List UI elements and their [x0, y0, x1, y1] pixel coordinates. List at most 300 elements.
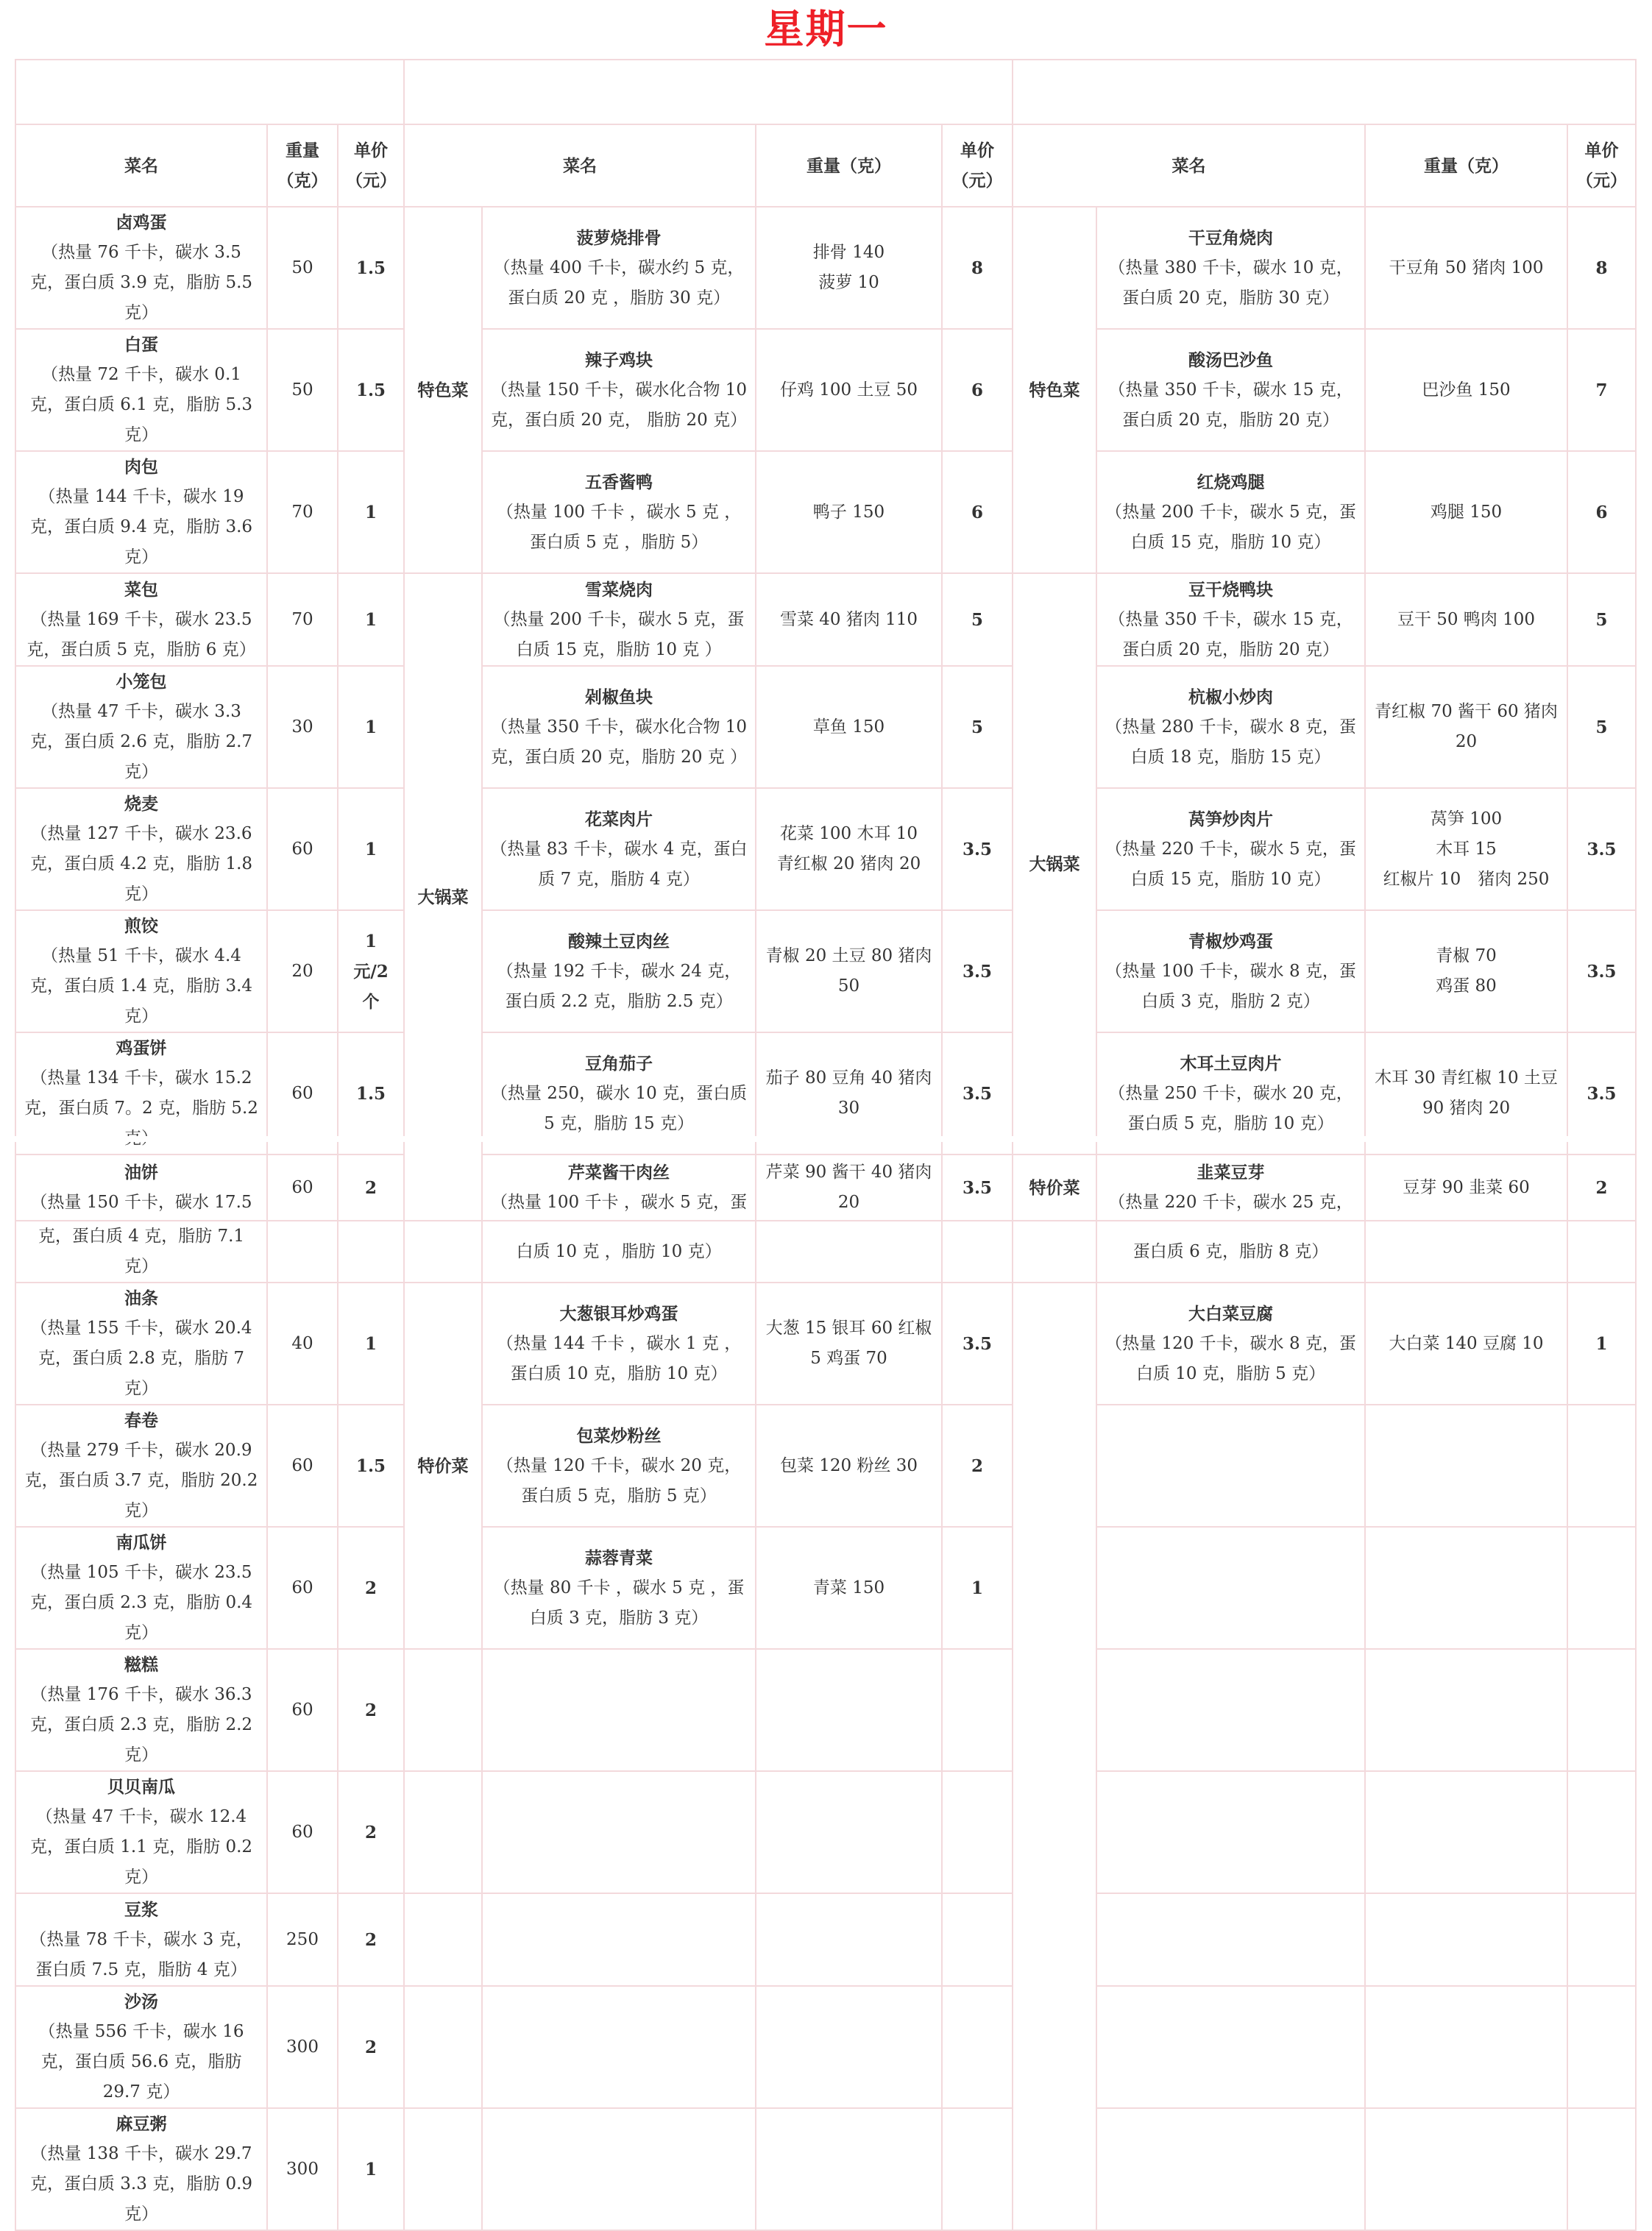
- dinner-dish-name: 青椒炒鸡蛋: [1188, 931, 1274, 951]
- breakfast-price-cell: 1.5: [338, 1405, 404, 1527]
- breakfast-weight-cell: 70: [267, 573, 338, 666]
- lunch-weight-line: 青椒 20 土豆 80 猪肉 50: [765, 946, 932, 996]
- lunch-weight-line: 雪菜 40 猪肉 110: [779, 609, 918, 629]
- dinner-empty-cell: [1096, 1771, 1365, 1893]
- lunch-dish-cell: [482, 788, 756, 910]
- dinner-dish-name: 韭菜豆芽: [1197, 1163, 1265, 1182]
- dinner-weight-cell: [1365, 1154, 1567, 1221]
- breakfast-dish-cell: [15, 1771, 267, 1893]
- lunch-dish-nutrition: （热量 150 千卡，碳水化合物 10 克，蛋白质 20 克， 脂肪 20 克）: [490, 380, 748, 430]
- breakfast-dish-cell: [15, 573, 267, 666]
- lunch-name-header: 菜名: [404, 124, 756, 207]
- breakfast-price-cell: 2: [338, 1154, 404, 1221]
- breakfast-dish-nutrition: （热量 76 千卡，碳水 3.5 克，蛋白质 3.9 克，脂肪 5.5 克）: [29, 243, 253, 322]
- dinner-dish-nutrition: （热量 350 千卡，碳水 15 克，蛋白质 20 克，脂肪 20 克）: [1108, 380, 1353, 430]
- dinner-weight-cell: [1365, 666, 1567, 788]
- dinner-dish-nutrition: （热量 200 千卡，碳水 5 克，蛋白质 15 克，脂肪 10 克）: [1105, 502, 1356, 552]
- dinner-weight-header: 重量（克）: [1365, 124, 1567, 207]
- dinner-empty-cell: [1096, 1893, 1365, 1986]
- lunch-price-cell: 3.5: [942, 910, 1013, 1032]
- lunch-dish-cell: [482, 573, 756, 666]
- breakfast-dish-nutrition: （热量 78 千卡，碳水 3 克，蛋白质 7.5 克，脂肪 4 克）: [29, 1929, 253, 1979]
- table-row: [15, 1221, 1636, 1283]
- lunch-price-cell: 3.5: [942, 788, 1013, 910]
- breakfast-dish-name: 小笼包: [116, 672, 167, 692]
- dinner-weight-cell: [1365, 573, 1567, 666]
- dinner-dish-cell: [1096, 1283, 1365, 1405]
- lunch-category-cheap: 特价菜: [404, 1283, 482, 1649]
- lunch-weight-line: 青红椒 20 猪肉 20: [776, 854, 921, 873]
- breakfast-dish-name: 白蛋: [124, 335, 158, 355]
- dinner-weight-line: 红椒片 10 猪肉 250: [1383, 869, 1550, 889]
- lunch-weight-header: 重量（克）: [756, 124, 942, 207]
- dinner-dish-name: 酸汤巴沙鱼: [1188, 350, 1274, 370]
- lunch-dish-cell: [482, 1527, 756, 1649]
- lunch-weight-line: 芹菜 90 酱干 40 猪肉 20: [765, 1163, 932, 1212]
- dinner-price-cell: 5: [1567, 666, 1636, 788]
- breakfast-dish-nutrition: （热量 144 千卡，碳水 19 克，蛋白质 9.4 克，脂肪 3.6 克）: [29, 487, 253, 567]
- breakfast-dish-nutrition: （热量 279 千卡，碳水 20.9 克，蛋白质 3.7 克，脂肪 20.2 克）: [24, 1441, 258, 1520]
- dinner-empty-cell: [1567, 1527, 1636, 1649]
- lunch-category-empty: [404, 1771, 482, 1893]
- breakfast-dish-cell: [15, 207, 267, 329]
- dinner-weight-line: 干豆角 50 猪肉 100: [1389, 258, 1544, 277]
- breakfast-dish-cell: [15, 788, 267, 910]
- lunch-category-empty: [404, 2108, 482, 2230]
- breakfast-weight-header: 重量（克）: [267, 124, 338, 207]
- lunch-dish-cell: [482, 329, 756, 451]
- dinner-dish-nutrition: （热量 120 千卡，碳水 8 克，蛋白质 10 克，脂肪 5 克）: [1105, 1333, 1356, 1383]
- breakfast-dish-cell: [15, 1221, 267, 1283]
- page-title: 星期一: [764, 6, 888, 52]
- breakfast-weight-cell: 60: [267, 1649, 338, 1771]
- lunch-dish-name: 辣子鸡块: [585, 350, 653, 370]
- lunch-dish-nutrition: （热量 350 千卡，碳水化合物 10 克，蛋白质 20 克，脂肪 20 克 ）: [490, 717, 748, 767]
- dinner-weight-line: 青红椒 70 酱干 60 猪肉 20: [1375, 702, 1558, 751]
- dinner-weight-cell: [1365, 788, 1567, 910]
- breakfast-price-cell: 1: [338, 2108, 404, 2230]
- breakfast-dish-name: 豆浆: [124, 1899, 158, 1920]
- breakfast-weight-cell: 60: [267, 1527, 338, 1649]
- lunch-price-cell: 5: [942, 666, 1013, 788]
- table-row: [15, 1405, 1636, 1527]
- lunch-weight-cell: [756, 1527, 942, 1649]
- lunch-dish-nutrition: （热量 100 千卡 ，碳水 5 克 ，蛋白质 5 克 ，脂肪 5）: [496, 502, 742, 552]
- table-row: [15, 1154, 1636, 1221]
- breakfast-price-cell: 2: [338, 1986, 404, 2108]
- lunch-category-empty: [404, 1893, 482, 1986]
- breakfast-weight-cell: [267, 1221, 338, 1283]
- lunch-empty-cell: [482, 1649, 756, 1771]
- dinner-category-empty: [1013, 1221, 1096, 1283]
- dinner-weight-line: 青椒 70: [1436, 946, 1497, 965]
- table-row: [15, 666, 1636, 788]
- lunch-dish-name: 大葱银耳炒鸡蛋: [559, 1303, 678, 1324]
- breakfast-dish-cell: [15, 329, 267, 451]
- breakfast-dish-nutrition: （热量 150 千卡，碳水 17.5: [30, 1193, 252, 1212]
- dinner-dish-nutrition: （热量 380 千卡，碳水 10 克，蛋白质 20 克，脂肪 30 克）: [1108, 258, 1353, 308]
- lunch-dish-name: 豆角茄子: [585, 1053, 653, 1074]
- breakfast-weight-cell: 20: [267, 910, 338, 1032]
- lunch-dish-nutrition: （热量 100 千卡 ，碳水 5 克，蛋: [490, 1193, 748, 1212]
- lunch-empty-cell: [942, 1771, 1013, 1893]
- lunch-dish-name: 剁椒鱼块: [585, 687, 653, 707]
- lunch-dish-nutrition: （热量 200 千卡，碳水 5 克，蛋白质 15 克，脂肪 10 克 ）: [493, 609, 745, 659]
- breakfast-dish-cell: [15, 1527, 267, 1649]
- breakfast-dish-cell: [15, 1154, 267, 1221]
- dinner-dish-cell: [1096, 451, 1365, 573]
- dinner-dish-name: 豆干烧鸭块: [1188, 579, 1274, 600]
- lunch-dish-name: 酸辣土豆肉丝: [568, 931, 670, 951]
- dinner-dish-nutrition: （热量 100 千卡，碳水 8 克，蛋白质 3 克，脂肪 2 克）: [1105, 961, 1356, 1011]
- lunch-weight-line: 大葱 15 银耳 60 红椒 5 鸡蛋 70: [765, 1319, 932, 1368]
- dinner-empty-cell: [1096, 1986, 1365, 2108]
- breakfast-price-cell: 1.5: [338, 207, 404, 329]
- lunch-dish-nutrition: （热量 80 千卡 ，碳水 5 克 ，蛋白质 3 克，脂肪 3 克）: [493, 1578, 745, 1628]
- breakfast-dish-nutrition: （热量 134 千卡，碳水 15.2 克，蛋白质 7。2 克，脂肪 5.2: [24, 1068, 258, 1118]
- breakfast-dish-name: 沙汤: [124, 1992, 158, 2012]
- breakfast-weight-cell: 60: [267, 1154, 338, 1221]
- lunch-category-empty: [404, 1221, 482, 1283]
- dinner-empty-cell: [1567, 2108, 1636, 2230]
- breakfast-price-cell: 1: [338, 788, 404, 910]
- lunch-weight-cell: [756, 207, 942, 329]
- lunch-price-cell: 6: [942, 451, 1013, 573]
- lunch-weight-line: 鸭子 150: [812, 502, 885, 522]
- dinner-category-special: 特色菜: [1013, 207, 1096, 573]
- lunch-price-cell: 5: [942, 573, 1013, 666]
- dinner-weight-cell: [1365, 1221, 1567, 1283]
- lunch-category-special: 特色菜: [404, 207, 482, 573]
- breakfast-price-cell: 1 元/2 个: [338, 910, 404, 1032]
- lunch-empty-cell: [756, 1986, 942, 2108]
- breakfast-price-cell: [338, 1221, 404, 1283]
- breakfast-weight-cell: 60: [267, 1405, 338, 1527]
- breakfast-price-cell: 2: [338, 1649, 404, 1771]
- breakfast-price-cell: 1: [338, 573, 404, 666]
- breakfast-price-cell: 1: [338, 1283, 404, 1405]
- dinner-price-cell: 5: [1567, 573, 1636, 666]
- lunch-empty-cell: [482, 1893, 756, 1986]
- breakfast-dish-name: 烧麦: [124, 794, 158, 814]
- dinner-weight-line: 豆芽 90 韭菜 60: [1403, 1177, 1530, 1197]
- menu-table: [15, 59, 1637, 2231]
- lunch-weight-cell: [756, 1154, 942, 1221]
- dinner-dish-cell: [1096, 910, 1365, 1032]
- dinner-dish-nutrition: （热量 220 千卡，碳水 5 克，蛋白质 15 克，脂肪 10 克）: [1105, 839, 1356, 889]
- breakfast-dish-name: 卤鸡蛋: [116, 213, 167, 233]
- dinner-weight-cell: [1365, 910, 1567, 1032]
- dinner-price-cell: 1: [1567, 1283, 1636, 1405]
- dinner-weight-line: 莴笋 100: [1430, 809, 1503, 829]
- breakfast-price-cell: 1: [338, 666, 404, 788]
- dinner-price-cell: 2: [1567, 1154, 1636, 1221]
- dinner-price-header: 单价（元）: [1567, 124, 1636, 207]
- table-row: [15, 910, 1636, 1032]
- breakfast-dish-nutrition: （热量 155 千卡，碳水 20.4 克，蛋白质 2.8 克，脂肪 7 克）: [30, 1319, 252, 1398]
- breakfast-weight-cell: 300: [267, 1986, 338, 2108]
- lunch-weight-line: 菠萝 10: [818, 273, 879, 292]
- breakfast-dish-nutrition: （热量 127 千卡，碳水 23.6 克，蛋白质 4.2 克，脂肪 1.8 克）: [29, 824, 253, 904]
- dinner-dish-name: 木耳土豆肉片: [1180, 1053, 1282, 1074]
- lunch-weight-line: 包菜 120 粉丝 30: [779, 1455, 918, 1475]
- dinner-empty-cell: [1365, 1986, 1567, 2108]
- dinner-weight-line: 巴沙鱼 150: [1422, 380, 1511, 400]
- dinner-empty-cell: [1567, 1771, 1636, 1893]
- lunch-empty-cell: [482, 2108, 756, 2230]
- dinner-weight-line: 木耳 15: [1436, 839, 1497, 859]
- dinner-empty-cell: [1365, 1771, 1567, 1893]
- breakfast-weight-cell: 60: [267, 1771, 338, 1893]
- lunch-category-empty: [404, 1986, 482, 2108]
- lunch-price-cell: 8: [942, 207, 1013, 329]
- lunch-empty-cell: [756, 1771, 942, 1893]
- lunch-price-cell: 1: [942, 1527, 1013, 1649]
- lunch-dish-cell: [482, 1154, 756, 1221]
- breakfast-price-cell: 1.5: [338, 329, 404, 451]
- dinner-dish-nutrition: （热量 350 千卡，碳水 15 克，蛋白质 20 克，脂肪 20 克）: [1108, 609, 1353, 659]
- lunch-weight-cell: [756, 1405, 942, 1527]
- breakfast-dish-cell: [15, 1893, 267, 1986]
- dinner-price-cell: 3.5: [1567, 910, 1636, 1032]
- dinner-dish-cell: [1096, 1221, 1365, 1283]
- lunch-dish-cell: [482, 451, 756, 573]
- lunch-empty-cell: [482, 1986, 756, 2108]
- breakfast-weight-cell: 300: [267, 2108, 338, 2230]
- lunch-dish-name: 花菜肉片: [585, 809, 653, 829]
- breakfast-dish-nutrition: 克，蛋白质 4 克，脂肪 7.1 克）: [38, 1227, 245, 1276]
- breakfast-dish-nutrition: （热量 72 千卡，碳水 0.1 克，蛋白质 6.1 克，脂肪 5.3 克）: [29, 365, 253, 444]
- breakfast-dish-nutrition: （热量 556 千卡，碳水 16 克，蛋白质 56.6 克，脂肪 29.7 克）: [38, 2022, 244, 2101]
- lunch-category-empty: [404, 1649, 482, 1771]
- table-row: [15, 2108, 1636, 2230]
- dinner-dish-cell: [1096, 788, 1365, 910]
- dinner-empty-cell: [1096, 1527, 1365, 1649]
- dinner-dish-cell: [1096, 207, 1365, 329]
- breakfast-dish-cell: [15, 451, 267, 573]
- lunch-weight-line: 排骨 140: [812, 243, 885, 262]
- lunch-weight-cell: [756, 1221, 942, 1283]
- lunch-price-cell: 6: [942, 329, 1013, 451]
- breakfast-dish-cell: [15, 910, 267, 1032]
- table-row: [15, 788, 1636, 910]
- table-row: [15, 329, 1636, 451]
- table-row: [15, 1527, 1636, 1649]
- breakfast-dish-cell: [15, 1283, 267, 1405]
- lunch-dish-name: 包菜炒粉丝: [576, 1425, 662, 1446]
- dinner-dish-nutrition: （热量 280 千卡，碳水 8 克，蛋白质 18 克，脂肪 15 克）: [1105, 717, 1356, 767]
- lunch-dish-name: 五香酱鸭: [585, 472, 653, 492]
- lunch-section-header: 午餐: [404, 60, 1013, 124]
- dinner-dish-name: 红烧鸡腿: [1197, 472, 1265, 492]
- dinner-dish-cell: [1096, 329, 1365, 451]
- dinner-empty-cell: [1365, 1649, 1567, 1771]
- lunch-dish-cell: [482, 666, 756, 788]
- breakfast-dish-name: 菜包: [124, 579, 158, 600]
- table-row: [15, 1649, 1636, 1771]
- lunch-weight-line: 仔鸡 100 土豆 50: [779, 380, 918, 400]
- dinner-weight-line: 鸡腿 150: [1430, 502, 1503, 522]
- breakfast-dish-cell: [15, 1649, 267, 1771]
- dinner-dish-name: 大白菜豆腐: [1188, 1303, 1274, 1324]
- dinner-empty-cell: [1365, 1527, 1567, 1649]
- dinner-weight-cell: [1365, 451, 1567, 573]
- dinner-price-cell: 3.5: [1567, 788, 1636, 910]
- dinner-dish-name: 杭椒小炒肉: [1188, 687, 1274, 707]
- dinner-weight-cell: [1365, 329, 1567, 451]
- dinner-weight-line: 木耳 30 青红椒 10 土豆 90 猪肉 20: [1375, 1068, 1558, 1118]
- breakfast-dish-name: 鸡蛋饼: [116, 1038, 167, 1058]
- breakfast-dish-name: 南瓜饼: [116, 1533, 167, 1553]
- breakfast-weight-cell: 50: [267, 329, 338, 451]
- breakfast-dish-nutrition: （热量 169 千卡，碳水 23.5 克，蛋白质 5 克，脂肪 6 克）: [26, 609, 256, 659]
- table-row: [15, 1893, 1636, 1986]
- breakfast-dish-name: 煎饺: [124, 916, 158, 936]
- breakfast-dish-nutrition: （热量 138 千卡，碳水 29.7 克，蛋白质 3.3 克，脂肪 0.9 克）: [29, 2144, 253, 2224]
- dinner-weight-line: 鸡蛋 80: [1436, 976, 1497, 996]
- dinner-weight-cell: [1365, 207, 1567, 329]
- dinner-empty-cell: [1567, 1405, 1636, 1527]
- lunch-price-cell: 3.5: [942, 1283, 1013, 1405]
- breakfast-dish-name: 春卷: [124, 1411, 158, 1430]
- breakfast-dish-cell: [15, 2108, 267, 2230]
- breakfast-dish-nutrition: （热量 47 千卡，碳水 3.3 克，蛋白质 2.6 克，脂肪 2.7 克）: [29, 702, 253, 781]
- dinner-category-empty: [1013, 1283, 1096, 2230]
- dinner-dish-cell: [1096, 666, 1365, 788]
- dinner-name-header: 菜名: [1013, 124, 1365, 207]
- breakfast-price-cell: 2: [338, 1893, 404, 1986]
- dinner-weight-line: 豆干 50 鸭肉 100: [1397, 609, 1536, 629]
- lunch-dish-name: 芹菜酱干肉丝: [568, 1163, 670, 1182]
- breakfast-price-cell: 2: [338, 1527, 404, 1649]
- table-row: [15, 1283, 1636, 1405]
- table-row: [15, 451, 1636, 573]
- breakfast-weight-cell: 50: [267, 207, 338, 329]
- lunch-empty-cell: [942, 1893, 1013, 1986]
- breakfast-dish-name: 麻豆粥: [116, 2114, 167, 2134]
- breakfast-name-header: 菜名: [15, 124, 267, 207]
- dinner-empty-cell: [1096, 2108, 1365, 2230]
- table-row: [15, 1986, 1636, 2108]
- lunch-weight-line: 茄子 80 豆角 40 猪肉 30: [765, 1068, 932, 1118]
- lunch-weight-cell: [756, 573, 942, 666]
- breakfast-weight-cell: 60: [267, 788, 338, 910]
- lunch-weight-cell: [756, 788, 942, 910]
- breakfast-price-cell: 2: [338, 1771, 404, 1893]
- breakfast-dish-nutrition: （热量 176 千卡，碳水 36.3 克，蛋白质 2.3 克，脂肪 2.2 克）: [29, 1685, 253, 1764]
- dinner-dish-nutrition: 蛋白质 6 克，脂肪 8 克）: [1132, 1241, 1329, 1261]
- lunch-empty-cell: [942, 1649, 1013, 1771]
- dinner-price-cell: 3.5: [1567, 1032, 1636, 1154]
- lunch-weight-line: 花菜 100 木耳 10: [779, 824, 918, 843]
- lunch-dish-cell: [482, 1221, 756, 1283]
- dinner-dish-cell: [1096, 573, 1365, 666]
- dinner-empty-cell: [1365, 1405, 1567, 1527]
- lunch-dish-name: 雪菜烧肉: [585, 579, 653, 600]
- breakfast-dish-name: 油条: [124, 1288, 158, 1308]
- lunch-dish-nutrition: （热量 144 千卡 ，碳水 1 克 ，蛋白质 10 克，脂肪 10 克）: [496, 1333, 742, 1383]
- dinner-weight-line: 大白菜 140 豆腐 10: [1389, 1333, 1544, 1353]
- dinner-category-cheap: 特价菜: [1013, 1154, 1096, 1221]
- breakfast-weight-cell: 40: [267, 1283, 338, 1405]
- breakfast-dish-nutrition: （热量 51 千卡，碳水 4.4 克，蛋白质 1.4 克，脂肪 3.4 克）: [29, 946, 253, 1026]
- lunch-price-cell: [942, 1221, 1013, 1283]
- dinner-empty-cell: [1365, 1893, 1567, 1986]
- breakfast-dish-name: 肉包: [124, 457, 158, 477]
- breakfast-price-cell: 1.5: [338, 1032, 404, 1154]
- dinner-dish-nutrition: （热量 250 千卡，碳水 20 克，蛋白质 5 克，脂肪 10 克）: [1108, 1083, 1353, 1133]
- dinner-price-cell: 7: [1567, 329, 1636, 451]
- lunch-dish-name: 蒜蓉青菜: [585, 1547, 653, 1568]
- breakfast-weight-cell: 70: [267, 451, 338, 573]
- breakfast-dish-nutrition: （热量 105 千卡，碳水 23.5 克，蛋白质 2.3 克，脂肪 0.4 克）: [29, 1563, 253, 1642]
- breakfast-weight-cell: 30: [267, 666, 338, 788]
- dinner-price-cell: [1567, 1221, 1636, 1283]
- dinner-empty-cell: [1096, 1405, 1365, 1527]
- dinner-dish-nutrition: （热量 220 千卡，碳水 25 克，: [1108, 1193, 1353, 1212]
- breakfast-weight-cell: 250: [267, 1893, 338, 1986]
- lunch-price-cell: 3.5: [942, 1154, 1013, 1221]
- lunch-dish-nutrition: （热量 192 千卡，碳水 24 克，蛋白质 2.2 克，脂肪 2.5 克）: [496, 961, 742, 1011]
- dinner-weight-cell: [1365, 1283, 1567, 1405]
- breakfast-price-cell: 1: [338, 451, 404, 573]
- lunch-weight-cell: [756, 451, 942, 573]
- breakfast-dish-cell: [15, 1986, 267, 2108]
- breakfast-dish-name: 油饼: [124, 1163, 158, 1182]
- breakfast-weight-cell: 60: [267, 1032, 338, 1154]
- lunch-category-pot: 大锅菜: [404, 573, 482, 1221]
- lunch-weight-cell: [756, 1283, 942, 1405]
- lunch-empty-cell: [756, 1649, 942, 1771]
- dinner-empty-cell: [1567, 1649, 1636, 1771]
- dinner-empty-cell: [1365, 2108, 1567, 2230]
- lunch-dish-nutrition: 白质 10 克 ，脂肪 10 克）: [516, 1241, 722, 1261]
- breakfast-dish-name: 糍糕: [124, 1655, 158, 1675]
- dinner-section-header: 晚餐: [1013, 60, 1636, 124]
- lunch-dish-cell: [482, 910, 756, 1032]
- lunch-empty-cell: [942, 1986, 1013, 2108]
- lunch-price-cell: 3.5: [942, 1032, 1013, 1154]
- dinner-dish-cell: [1096, 1154, 1365, 1221]
- lunch-dish-nutrition: （热量 250，碳水 10 克，蛋白质 5 克，脂肪 15 克）: [490, 1083, 748, 1133]
- lunch-dish-nutrition: （热量 120 千卡，碳水 20 克，蛋白质 5 克，脂肪 5 克）: [496, 1455, 742, 1505]
- dinner-dish-name: 干豆角烧肉: [1188, 227, 1274, 248]
- lunch-weight-line: 青菜 150: [812, 1578, 885, 1597]
- lunch-weight-line: 草鱼 150: [812, 717, 885, 737]
- lunch-empty-cell: [482, 1771, 756, 1893]
- breakfast-price-header: 单价（元）: [338, 124, 404, 207]
- dinner-empty-cell: [1096, 1649, 1365, 1771]
- lunch-weight-cell: [756, 666, 942, 788]
- breakfast-section-header: 早餐: [15, 60, 404, 124]
- lunch-weight-cell: [756, 329, 942, 451]
- lunch-price-cell: 2: [942, 1405, 1013, 1527]
- table-page-break: [15, 1136, 1635, 1142]
- lunch-empty-cell: [756, 1893, 942, 1986]
- lunch-dish-name: 菠萝烧排骨: [576, 227, 662, 248]
- lunch-dish-nutrition: （热量 400 千卡，碳水约 5 克，蛋白质 20 克 ，脂肪 30 克）: [493, 258, 745, 308]
- lunch-empty-cell: [756, 2108, 942, 2230]
- lunch-dish-cell: [482, 1405, 756, 1527]
- dinner-empty-cell: [1567, 1893, 1636, 1986]
- table-row: [15, 1771, 1636, 1893]
- breakfast-dish-name: 贝贝南瓜: [107, 1777, 175, 1797]
- dinner-price-cell: 8: [1567, 207, 1636, 329]
- lunch-empty-cell: [942, 2108, 1013, 2230]
- lunch-dish-cell: [482, 1283, 756, 1405]
- table-row: [15, 207, 1636, 329]
- lunch-price-header: 单价（元）: [942, 124, 1013, 207]
